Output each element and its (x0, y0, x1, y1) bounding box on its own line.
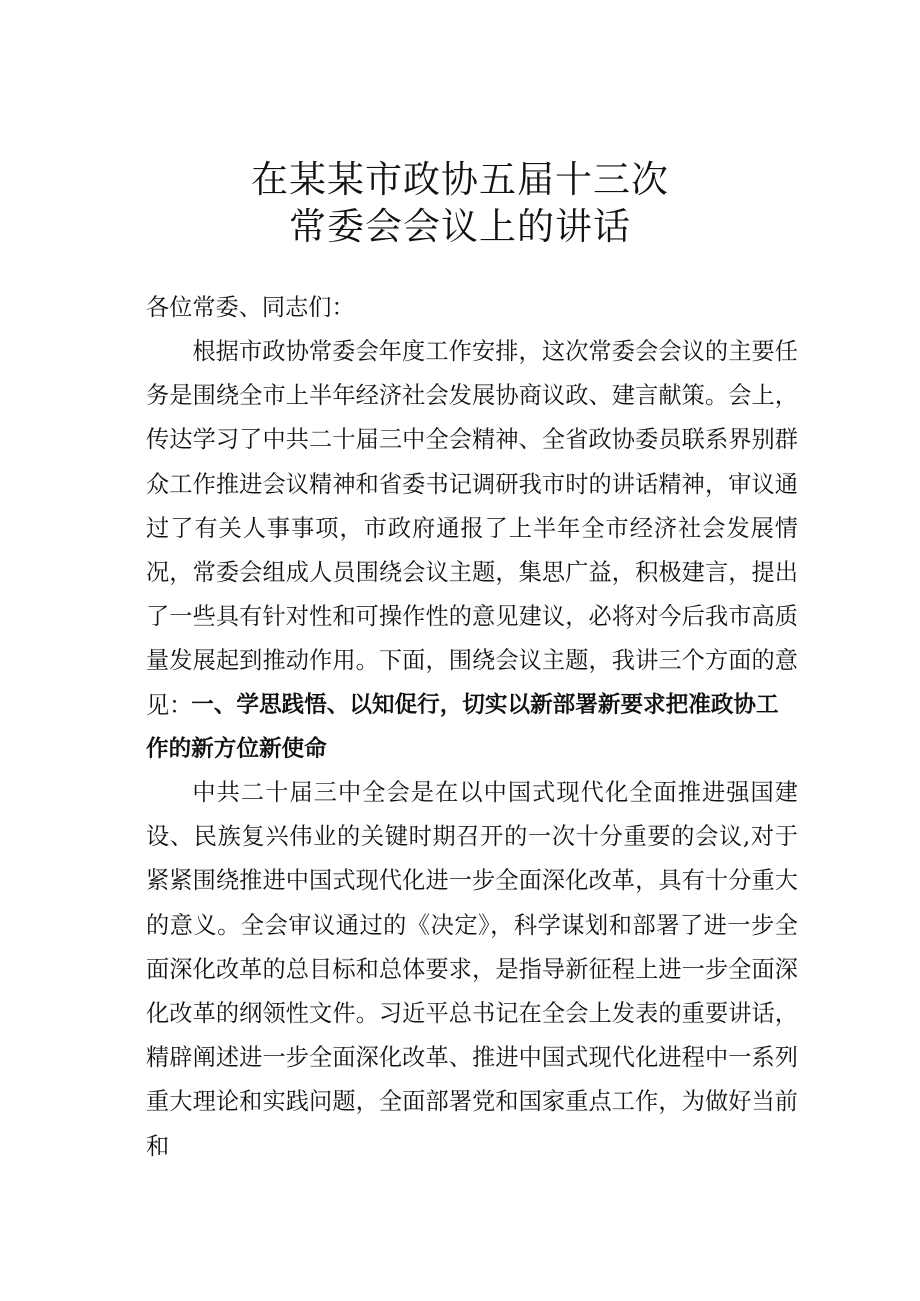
title-line-1: 在某某市政协五届十三次 (251, 158, 669, 201)
title-line-2: 常委会会议上的讲话 (289, 205, 631, 248)
section-heading-1: 一、学思践悟、以知促行，切实以新部署新要求把准政协工作的新方位新使命 (146, 692, 779, 763)
paragraph-intro: 根据市政协常委会年度工作安排，这次常委会会议的主要任务是围绕全市上半年经济社会发展协商议政、建言献策。会上，传达学习了中共二十届三中全会精神、全省政协委员联系界别群众工作推进会议精神和省委书记调研我市时的讲话精神，审议通过了有关人事事项，市政府通报了上半年全市经济社会发展情况，常委会组成人员围绕会议主题，集思广益，积极建言，提出了一些具有针对性和可操作性的意见建议，必将对今后我市高质量发展起到推动作用。下面，围绕会议主题，我讲三个方面的意见： (146, 338, 798, 719)
salutation: 各位常委、同志们： (146, 294, 355, 321)
paragraph-section-1: 中共二十届三中全会是在以中国式现代化全面推进强国建设、民族复兴伟业的关键时期召开的一次十分重要的会议,对于紧紧围绕推进中国式现代化进一步全面深化改革，具有十分重大的意义。全会审议通过的《决定》，科学谋划和部署了进一步全面深化改革的总目标和总体要求，是指导新征程上进一步全面深化改革的纲领性文件。习近平总书记在全会上发表的重要讲话，精辟阐述进一步全面深化改革、推进中国式现代化进程中一系列重大理论和实践问题，全面部署党和国家重点工作，为做好当前和 (146, 779, 798, 1160)
document-title (0, 156, 920, 250)
